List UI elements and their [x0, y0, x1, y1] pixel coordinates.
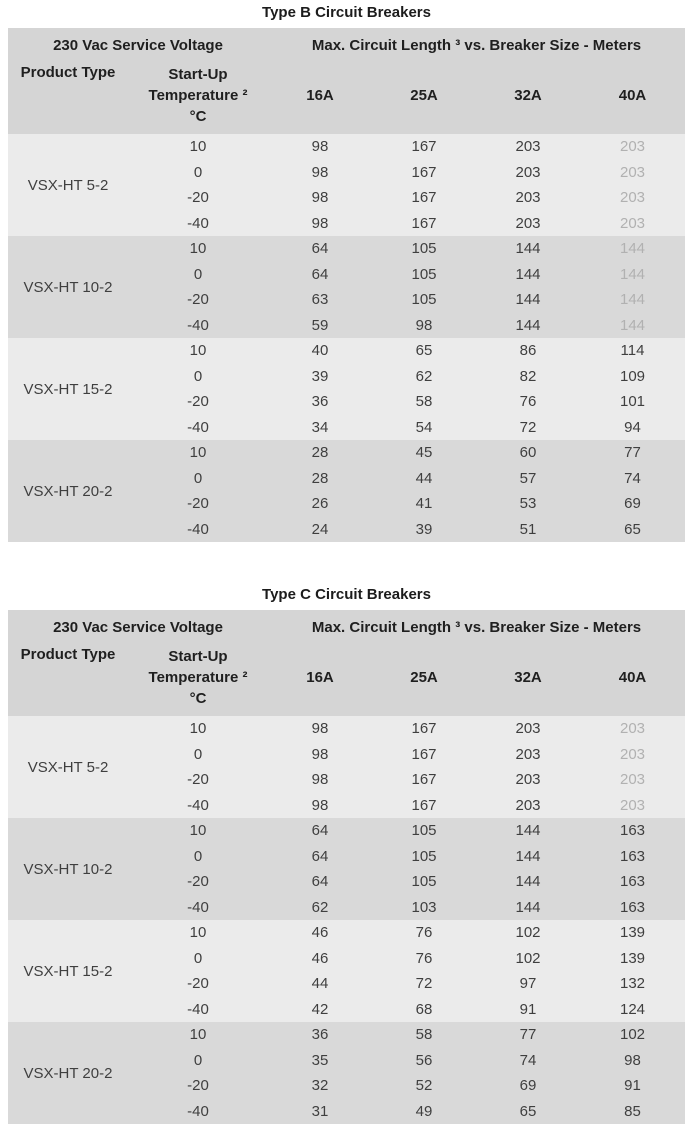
max-circuit-length-cell: 203 [476, 134, 580, 160]
max-circuit-length-cell: 62 [372, 364, 476, 390]
max-circuit-length-cell: 139 [580, 920, 685, 946]
max-circuit-length-cell: 105 [372, 818, 476, 844]
max-circuit-length-cell: 24 [268, 517, 372, 543]
startup-temperature-cell: 10 [128, 236, 268, 262]
table-header [8, 28, 685, 134]
product-type-header: Product Type [8, 644, 128, 716]
max-circuit-length-cell: 64 [268, 818, 372, 844]
max-circuit-length-cell: 68 [372, 997, 476, 1023]
startup-temperature-cell: -20 [128, 767, 268, 793]
max-circuit-length-cell: 74 [580, 466, 685, 492]
temp-header-line-3: °C [128, 688, 268, 709]
table-row [8, 338, 685, 364]
max-circuit-length-cell: 203 [476, 211, 580, 237]
max-circuit-length-cell: 69 [476, 1073, 580, 1099]
max-circuit-length-cell: 98 [372, 313, 476, 339]
header-columns-row [8, 644, 685, 716]
max-circuit-length-cell: 32 [268, 1073, 372, 1099]
max-circuit-length-cell: 163 [580, 895, 685, 921]
table-header [8, 610, 685, 716]
max-circuit-length-cell: 60 [476, 440, 580, 466]
max-circuit-length-cell: 105 [372, 236, 476, 262]
max-circuit-length-cell: 72 [372, 971, 476, 997]
startup-temperature-cell: -40 [128, 997, 268, 1023]
max-circuit-length-cell: 76 [372, 946, 476, 972]
max-circuit-length-cell: 102 [476, 920, 580, 946]
max-circuit-length-cell: 102 [476, 946, 580, 972]
max-circuit-length-cell: 203 [580, 160, 685, 186]
startup-temperature-cell: 10 [128, 440, 268, 466]
temp-header-line-1: Start-Up [128, 646, 268, 667]
max-circuit-length-cell: 98 [268, 211, 372, 237]
max-circuit-length-cell: 103 [372, 895, 476, 921]
max-circuit-length-cell: 144 [476, 236, 580, 262]
startup-temperature-cell: -20 [128, 491, 268, 517]
table-title-type-b: Type B Circuit Breakers [8, 4, 685, 21]
max-circuit-length-cell: 26 [268, 491, 372, 517]
max-circuit-length-cell: 101 [580, 389, 685, 415]
max-circuit-length-cell: 52 [372, 1073, 476, 1099]
max-circuit-length-cell: 76 [372, 920, 476, 946]
max-circuit-length-cell: 203 [476, 160, 580, 186]
max-circuit-length-cell: 167 [372, 767, 476, 793]
type-b-table [8, 28, 685, 542]
breaker-size-header-40a: 40A [580, 644, 685, 716]
type-c-table-body [8, 716, 685, 1124]
product-type-cell: VSX-HT 10-2 [8, 818, 128, 920]
max-circuit-length-cell: 167 [372, 211, 476, 237]
temp-header-line-3: °C [128, 106, 268, 127]
startup-temperature-cell: 0 [128, 364, 268, 390]
max-circuit-length-cell: 203 [580, 134, 685, 160]
max-circuit-length-cell: 36 [268, 389, 372, 415]
type-b-section [8, 4, 685, 542]
max-circuit-length-cell: 40 [268, 338, 372, 364]
max-circuit-length-cell: 91 [476, 997, 580, 1023]
type-b-table-body [8, 134, 685, 542]
max-circuit-length-cell: 64 [268, 262, 372, 288]
max-circuit-length-cell: 86 [476, 338, 580, 364]
max-circuit-length-cell: 98 [268, 185, 372, 211]
table-row [8, 134, 685, 160]
startup-temperature-cell: 0 [128, 262, 268, 288]
max-circuit-length-cell: 39 [268, 364, 372, 390]
max-circuit-length-cell: 105 [372, 844, 476, 870]
max-circuit-length-cell: 203 [476, 742, 580, 768]
startup-temperature-cell: 0 [128, 466, 268, 492]
max-circuit-length-cell: 58 [372, 1022, 476, 1048]
breaker-size-header-40a: 40A [580, 62, 685, 134]
startup-temperature-cell: 0 [128, 1048, 268, 1074]
startup-temperature-cell: -40 [128, 1099, 268, 1124]
temp-header-line-1: Start-Up [128, 64, 268, 85]
max-circuit-length-cell: 144 [476, 287, 580, 313]
startup-temperature-cell: -40 [128, 415, 268, 441]
max-circuit-length-cell: 45 [372, 440, 476, 466]
max-circuit-length-cell: 203 [580, 742, 685, 768]
max-circuit-length-cell: 42 [268, 997, 372, 1023]
circuit-length-header: Max. Circuit Length ³ vs. Breaker Size - Meters [268, 28, 685, 62]
max-circuit-length-cell: 98 [580, 1048, 685, 1074]
startup-temperature-cell: -20 [128, 185, 268, 211]
max-circuit-length-cell: 98 [268, 742, 372, 768]
max-circuit-length-cell: 64 [268, 844, 372, 870]
max-circuit-length-cell: 167 [372, 716, 476, 742]
max-circuit-length-cell: 62 [268, 895, 372, 921]
max-circuit-length-cell: 163 [580, 818, 685, 844]
product-type-cell: VSX-HT 15-2 [8, 338, 128, 440]
table-title-type-c: Type C Circuit Breakers [8, 586, 685, 603]
max-circuit-length-cell: 72 [476, 415, 580, 441]
max-circuit-length-cell: 144 [476, 313, 580, 339]
max-circuit-length-cell: 98 [268, 160, 372, 186]
startup-temperature-cell: 10 [128, 716, 268, 742]
max-circuit-length-cell: 144 [476, 895, 580, 921]
max-circuit-length-cell: 203 [580, 767, 685, 793]
max-circuit-length-cell: 44 [268, 971, 372, 997]
max-circuit-length-cell: 139 [580, 946, 685, 972]
header-columns-row [8, 62, 685, 134]
startup-temperature-cell: 0 [128, 946, 268, 972]
max-circuit-length-cell: 203 [580, 211, 685, 237]
max-circuit-length-cell: 53 [476, 491, 580, 517]
startup-temperature-cell: 10 [128, 338, 268, 364]
startup-temperature-cell: 0 [128, 844, 268, 870]
service-voltage-header: 230 Vac Service Voltage [8, 610, 268, 644]
max-circuit-length-cell: 203 [580, 793, 685, 819]
max-circuit-length-cell: 144 [476, 818, 580, 844]
max-circuit-length-cell: 56 [372, 1048, 476, 1074]
max-circuit-length-cell: 144 [476, 869, 580, 895]
startup-temperature-cell: -40 [128, 895, 268, 921]
max-circuit-length-cell: 57 [476, 466, 580, 492]
startup-temperature-cell: 10 [128, 1022, 268, 1048]
startup-temperature-cell: -40 [128, 793, 268, 819]
max-circuit-length-cell: 144 [580, 287, 685, 313]
max-circuit-length-cell: 77 [476, 1022, 580, 1048]
max-circuit-length-cell: 59 [268, 313, 372, 339]
max-circuit-length-cell: 64 [268, 236, 372, 262]
max-circuit-length-cell: 98 [268, 716, 372, 742]
product-type-cell: VSX-HT 5-2 [8, 134, 128, 236]
startup-temperature-cell: 10 [128, 818, 268, 844]
max-circuit-length-cell: 31 [268, 1099, 372, 1124]
max-circuit-length-cell: 82 [476, 364, 580, 390]
max-circuit-length-cell: 36 [268, 1022, 372, 1048]
service-voltage-header: 230 Vac Service Voltage [8, 28, 268, 62]
max-circuit-length-cell: 85 [580, 1099, 685, 1124]
max-circuit-length-cell: 49 [372, 1099, 476, 1124]
breaker-size-header-32a: 32A [476, 644, 580, 716]
breaker-size-header-25a: 25A [372, 644, 476, 716]
max-circuit-length-cell: 28 [268, 440, 372, 466]
max-circuit-length-cell: 203 [580, 716, 685, 742]
max-circuit-length-cell: 144 [580, 262, 685, 288]
circuit-length-header: Max. Circuit Length ³ vs. Breaker Size - Meters [268, 610, 685, 644]
product-type-cell: VSX-HT 20-2 [8, 1022, 128, 1124]
max-circuit-length-cell: 124 [580, 997, 685, 1023]
table-row [8, 920, 685, 946]
max-circuit-length-cell: 64 [268, 869, 372, 895]
max-circuit-length-cell: 105 [372, 262, 476, 288]
max-circuit-length-cell: 65 [580, 517, 685, 543]
max-circuit-length-cell: 35 [268, 1048, 372, 1074]
header-group-row [8, 28, 685, 62]
startup-temperature-cell: -20 [128, 1073, 268, 1099]
max-circuit-length-cell: 28 [268, 466, 372, 492]
max-circuit-length-cell: 167 [372, 134, 476, 160]
max-circuit-length-cell: 144 [476, 844, 580, 870]
max-circuit-length-cell: 69 [580, 491, 685, 517]
startup-temperature-cell: 0 [128, 742, 268, 768]
max-circuit-length-cell: 46 [268, 920, 372, 946]
table-row [8, 818, 685, 844]
type-c-table [8, 610, 685, 1124]
max-circuit-length-cell: 76 [476, 389, 580, 415]
product-type-header: Product Type [8, 62, 128, 134]
startup-temperature-header [128, 644, 268, 716]
max-circuit-length-cell: 98 [268, 793, 372, 819]
max-circuit-length-cell: 77 [580, 440, 685, 466]
startup-temperature-cell: -20 [128, 869, 268, 895]
breaker-size-header-16a: 16A [268, 62, 372, 134]
max-circuit-length-cell: 58 [372, 389, 476, 415]
max-circuit-length-cell: 63 [268, 287, 372, 313]
max-circuit-length-cell: 114 [580, 338, 685, 364]
max-circuit-length-cell: 167 [372, 742, 476, 768]
max-circuit-length-cell: 98 [268, 134, 372, 160]
startup-temperature-cell: -40 [128, 517, 268, 543]
header-group-row [8, 610, 685, 644]
startup-temperature-cell: 0 [128, 160, 268, 186]
table-row [8, 440, 685, 466]
max-circuit-length-cell: 203 [476, 716, 580, 742]
max-circuit-length-cell: 74 [476, 1048, 580, 1074]
startup-temperature-cell: -20 [128, 971, 268, 997]
startup-temperature-header [128, 62, 268, 134]
max-circuit-length-cell: 51 [476, 517, 580, 543]
breaker-size-header-25a: 25A [372, 62, 476, 134]
max-circuit-length-cell: 39 [372, 517, 476, 543]
max-circuit-length-cell: 65 [372, 338, 476, 364]
max-circuit-length-cell: 167 [372, 793, 476, 819]
max-circuit-length-cell: 34 [268, 415, 372, 441]
table-row [8, 236, 685, 262]
table-row [8, 1022, 685, 1048]
table-row [8, 716, 685, 742]
max-circuit-length-cell: 163 [580, 869, 685, 895]
max-circuit-length-cell: 167 [372, 160, 476, 186]
breaker-size-header-16a: 16A [268, 644, 372, 716]
max-circuit-length-cell: 203 [476, 767, 580, 793]
max-circuit-length-cell: 98 [268, 767, 372, 793]
product-type-cell: VSX-HT 20-2 [8, 440, 128, 542]
max-circuit-length-cell: 65 [476, 1099, 580, 1124]
max-circuit-length-cell: 54 [372, 415, 476, 441]
max-circuit-length-cell: 41 [372, 491, 476, 517]
temp-header-line-2: Temperature ² [128, 85, 268, 106]
max-circuit-length-cell: 109 [580, 364, 685, 390]
max-circuit-length-cell: 144 [580, 236, 685, 262]
max-circuit-length-cell: 46 [268, 946, 372, 972]
max-circuit-length-cell: 44 [372, 466, 476, 492]
startup-temperature-cell: 10 [128, 920, 268, 946]
startup-temperature-cell: -20 [128, 389, 268, 415]
breaker-size-header-32a: 32A [476, 62, 580, 134]
max-circuit-length-cell: 91 [580, 1073, 685, 1099]
max-circuit-length-cell: 97 [476, 971, 580, 997]
max-circuit-length-cell: 167 [372, 185, 476, 211]
max-circuit-length-cell: 203 [476, 793, 580, 819]
startup-temperature-cell: -20 [128, 287, 268, 313]
max-circuit-length-cell: 132 [580, 971, 685, 997]
max-circuit-length-cell: 163 [580, 844, 685, 870]
max-circuit-length-cell: 102 [580, 1022, 685, 1048]
product-type-cell: VSX-HT 10-2 [8, 236, 128, 338]
max-circuit-length-cell: 105 [372, 869, 476, 895]
max-circuit-length-cell: 203 [580, 185, 685, 211]
max-circuit-length-cell: 203 [476, 185, 580, 211]
max-circuit-length-cell: 144 [580, 313, 685, 339]
startup-temperature-cell: -40 [128, 211, 268, 237]
temp-header-line-2: Temperature ² [128, 667, 268, 688]
startup-temperature-cell: 10 [128, 134, 268, 160]
type-c-section [8, 586, 685, 1124]
max-circuit-length-cell: 105 [372, 287, 476, 313]
startup-temperature-cell: -40 [128, 313, 268, 339]
product-type-cell: VSX-HT 5-2 [8, 716, 128, 818]
max-circuit-length-cell: 144 [476, 262, 580, 288]
max-circuit-length-cell: 94 [580, 415, 685, 441]
product-type-cell: VSX-HT 15-2 [8, 920, 128, 1022]
